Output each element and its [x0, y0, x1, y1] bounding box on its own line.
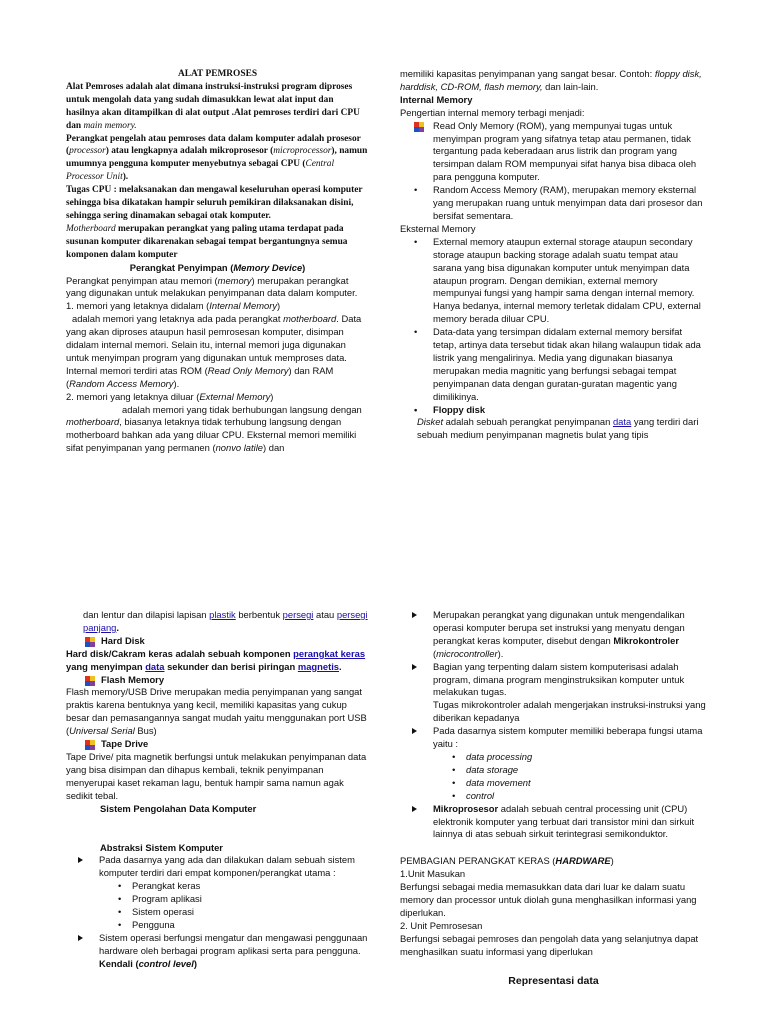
external-memory-list — [400, 236, 703, 417]
list-item-sub: • Pengguna — [66, 919, 369, 932]
tape-drive-text: Tape Drive/ pita magnetik berfungsi untuk melakukan penyimpanan data yang bisa disimpan dan dihapus kembali, teknik penyimpanan menyerupai kaset rekaman lagu, bentuk hampir sama namun agak sedikit tebal. — [66, 750, 367, 801]
flag-icon — [414, 122, 424, 132]
flash-memory-heading: Flash Memory — [83, 674, 369, 687]
list-item-sub: • data storage — [400, 764, 707, 777]
internal-memory-list — [400, 120, 703, 223]
internal-memory-text: adalah memori yang letaknya ada pada perangkat motherboard. Data yang akan diproses ataupun hasil pemrosesan komputer, disimpan didalam internal memori. Selain itu, internal memori juga digunakan untuk menyimpan program yang digunakan untuk memproses data. Internal memori terdiri atas ROM (Read Only Memory) dan RAM (Random Access Memory). — [66, 313, 362, 389]
bottom-left-column — [66, 609, 369, 971]
abstraksi-heading: Abstraksi Sistem Komputer — [100, 841, 223, 853]
hard-disk-text: Hard disk/Cakram keras adalah sebuah komponen perangkat keras yang menyimpan data sekunder dan berisi piringan magnetis. — [66, 647, 366, 672]
persegi-link[interactable]: persegi — [282, 609, 314, 620]
memory-intro: Perangkat penyimpan atau memori (memory) merupakan perangkat yang digunakan untuk melakukan penyimpanan data dalam komputer. — [66, 274, 358, 299]
floppy-text: Disket adalah sebuah perangkat penyimpanan data yang terdiri dari sebuah medium penyimpanan magnetis bulat yang tipis — [417, 416, 699, 441]
bottom-right-column — [400, 609, 707, 987]
memory-device-heading: Perangkat Penyimpan (Memory Device) — [129, 261, 306, 273]
spacer — [400, 841, 707, 855]
perangkat-keras-link[interactable]: perangkat keras — [293, 647, 366, 659]
persegi-panjang-link[interactable]: persegi panjang — [83, 609, 368, 633]
list-item-external-1: • External memory ataupun external storage ataupun secondary storage ataupun backing storage adalah suatu tempat atau sarana yang bisa digunakan komputer untuk menyimpan data ataupun program. Dengan demikian, external memory mempunyai fungsi yang hampir sama dengan internal memory. Hanya bedanya, internal memory terletak didalam CPU, external memory berada diluar CPU. — [400, 236, 703, 326]
abstraksi-list — [66, 854, 369, 957]
hard-disk-heading: Hard Disk — [83, 635, 369, 648]
list-item-sub: • data movement — [400, 777, 707, 790]
data-link[interactable]: data — [612, 416, 632, 428]
list-item-sub: • Perangkat keras — [66, 880, 369, 893]
list-item-kendali-2: Bagian yang terpenting dalam sistem komputerisasi adalah program, dimana program menginstruksikan komputer untuk melakukan tugas. Tugas mikrokontroler adalah mengerjakan instruksi-instruksi yang diberikan kepadanya — [400, 661, 707, 726]
list-item-sub: • data processing — [400, 751, 707, 764]
internal-memory-item: 1. memori yang letaknya didalam (Internal Memory) — [66, 300, 281, 312]
list-item-abstraksi-2: Sistem operasi berfungsi mengatur dan mengawasi penggunaan hardware oleh berbagai program aplikasi serta para pengguna. — [66, 932, 369, 958]
floppy-continuation: dan lentur dan dilapisi lapisan plastik berbentuk persegi atau persegi panjang. — [83, 609, 368, 633]
sistem-pengolahan-heading: Sistem Pengolahan Data Komputer — [100, 802, 257, 814]
spacer — [66, 816, 369, 842]
unit-masukan-text: Berfungsi sebagai media memasukkan data dari luar ke dalam suatu memory dan processor untuk diolah guna menghasilkan informasi yang diperlukan. — [400, 881, 697, 918]
list-item-kendali-3: Pada dasarnya sistem komputer memiliki beberapa fungsi utama yaitu : — [400, 725, 707, 751]
representasi-data-heading: Representasi data — [508, 974, 599, 987]
list-item-ram: • Random Access Memory (RAM), merupakan memory eksternal yang merupakan ruang untuk menyimpan data dari prosesor dan bersifat sementara. — [400, 184, 703, 223]
list-item-abstraksi-1: Pada dasarnya yang ada dan dilakukan dalam sebuah sistem komputer terdiri dari empat komponen/perangkat utama : — [66, 854, 369, 880]
plastik-link[interactable]: plastik — [209, 609, 236, 620]
external-memory-continuation: memiliki kapasitas penyimpanan yang sangat besar. Contoh: floppy disk, harddisk, CD-ROM, flash memory, dan lain-lain. — [400, 68, 702, 92]
list-item-sub: • Sistem operasi — [66, 906, 369, 919]
intro-paragraph-4: Motherboard merupakan perangkat yang paling utama terdapat pada susunan komputer dikarenakan sebagai tempat bergantungnya semua komponen dalam komputer — [66, 223, 348, 260]
list-item-kendali-4: Mikroprosesor adalah sebuah central processing unit (CPU) elektronik komputer yang terbuat dari transistor mini dan sirkuit lainnya di atas sebuah sirkuit terintegrasi semikonduktor. — [400, 803, 707, 842]
magnetis-link[interactable]: magnetis — [297, 660, 340, 672]
hardware-heading: PEMBAGIAN PERANGKAT KERAS (HARDWARE) — [400, 855, 614, 867]
internal-memory-heading: Internal Memory — [400, 93, 473, 105]
flag-icon — [85, 676, 95, 686]
external-memory-item: 2. memori yang letaknya diluar (External Memory) — [66, 390, 274, 402]
flag-icon — [85, 637, 95, 647]
intro-paragraph-3: Tugas CPU : melaksanakan dan mengawal keseluruhan operasi komputer sehingga bisa dikatakan hampir seluruh pemikiran dilaksanakan disini, sehingga sering dinamakan sebagai otak komputer. — [66, 185, 363, 221]
internal-memory-intro: Pengertian internal memory terbagi menjadi: — [400, 106, 585, 118]
list-item-sub: • control — [400, 790, 707, 803]
unit-pemrosesan-text: Berfungsi sebagai pemroses dan pengolah data yang selanjutnya dapat menghasilkan suatu informasi yang diperlukan — [400, 932, 699, 957]
unit-pemrosesan-title: 2. Unit Pemrosesan — [400, 919, 483, 931]
intro-paragraph-2: Perangkat pengelah atau pemroses data dalam komputer adalah prosesor (processor) atau lengkapnya adalah mikroprosesor (microprocessor), namun umumnya pengguna komputer menyebutnya sebagai CPU (Central Processor Unit). — [66, 133, 368, 183]
external-memory-heading: Eksternal Memory — [400, 222, 476, 234]
flash-memory-text: Flash memory/USB Drive merupakan media penyimpanan yang sangat praktis karena bentuknya yang kecil, memiliki kapasitas yang cukup besar dan pemasangannya sangat mudah yaitu menggunakan port USB (Universal Serial Bus) — [66, 686, 367, 737]
alat-pemroses-title: ALAT PEMROSES — [177, 69, 258, 79]
top-left-column — [66, 68, 369, 455]
list-item-sub: • Program aplikasi — [66, 893, 369, 906]
list-item-floppy-heading: • Floppy disk — [400, 404, 703, 417]
list-item-external-2: • Data-data yang tersimpan didalam external memory bersifat tetap, artinya data tersebut tidak akan hilang walaupun tidak ada listrik yang mengalirinya. Media yang digunakan biasanya merupakan media magnitic yang berfungsi sebagai tempat penyimpanan data dengan guratan-guratan magentic yang dimilikinya. — [400, 326, 703, 403]
top-right-column — [400, 68, 703, 442]
kendali-list — [400, 609, 707, 841]
unit-masukan-title: 1.Unit Masukan — [400, 868, 466, 880]
external-memory-text: adalah memori yang tidak berhubungan langsung dengan motherboard, biasanya letaknya tidak terhubung langsung dengan motherboard bahkan ada yang diluar CPU. Eksternal memori memiliki sifat penyimpanan yang permanen (nonvo latile) dan — [66, 403, 362, 454]
data-link[interactable]: data — [145, 660, 165, 672]
flag-icon — [85, 740, 95, 750]
tape-drive-heading: Tape Drive — [83, 738, 369, 751]
intro-paragraph-1: Alat Pemroses adalah alat dimana instruksi-instruksi program diproses untuk mengolah data yang sudah dimasukkan lewat alat input dan hasilnya akan ditampilkan di alat output .Alat pemroses terdiri dari CPU dan main memory. — [66, 81, 360, 131]
list-item-kendali-1: Merupakan perangkat yang digunakan untuk mengendalikan operasi komputer berupa set instruksi yang menyatu dengan perangkat keras komputer, disebut dengan Mikrokontroler (microcontroller). — [400, 609, 707, 661]
list-item-rom: Read Only Memory (ROM), yang mempunyai tugas untuk menyimpan program yang sifatnya tetap atau permanen, tidak tergantung pada keberadaan arus listrik dan program yang tersimpan dalam ROM mempunyai sifat hanya bisa dibaca oleh para pengguna komputer. — [400, 120, 703, 185]
kendali-heading: Kendali (control level) — [99, 957, 197, 969]
